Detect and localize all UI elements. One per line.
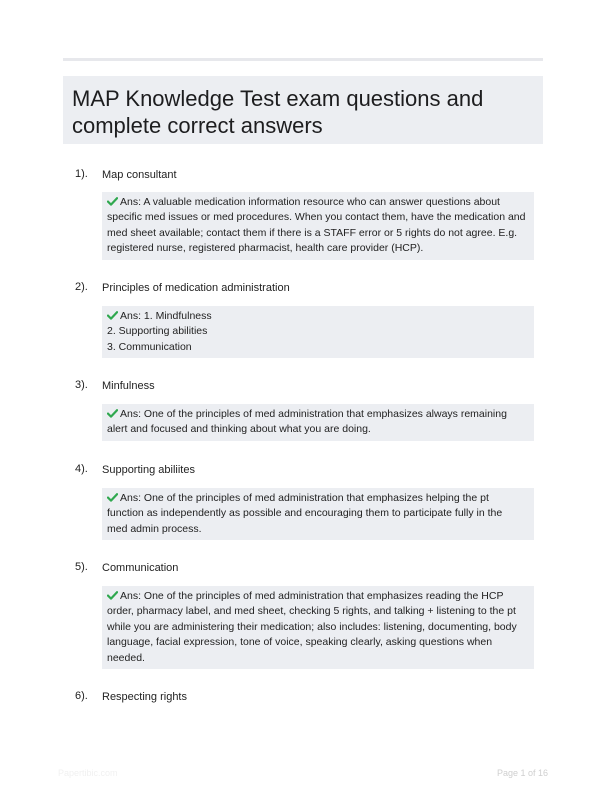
answer-line: alert and focused and thinking about what you are doing. bbox=[107, 423, 371, 436]
answer-line: 3. Communication bbox=[107, 340, 192, 353]
question-text: Minfulness bbox=[102, 380, 155, 392]
answer-box-4 bbox=[102, 488, 534, 540]
check-icon bbox=[107, 591, 118, 600]
answer-line: while you are administering their medication; also includes: listening, documenting, body bbox=[107, 620, 517, 633]
answer-box-5 bbox=[102, 586, 534, 669]
answer-line: Ans: A valuable medication information resource who can answer questions about bbox=[120, 196, 500, 208]
check-icon bbox=[107, 311, 118, 320]
question-text: Principles of medication administration bbox=[102, 282, 290, 294]
answer-line: language, facial expression, tone of voice, speaking clearly, asking questions when bbox=[107, 636, 493, 649]
answer-line: function as independently as possible and encouraging them to participate fully in the bbox=[107, 507, 503, 520]
answer-line: registered nurse, registered pharmacist, health care provider (HCP). bbox=[107, 242, 424, 255]
question-number: 3). bbox=[75, 379, 88, 391]
check-icon bbox=[107, 197, 118, 206]
question-number: 5). bbox=[75, 561, 88, 573]
question-number: 4). bbox=[75, 463, 88, 475]
check-icon bbox=[107, 493, 118, 502]
question-number: 6). bbox=[75, 690, 88, 702]
answer-box-3 bbox=[102, 404, 534, 441]
answer-box-2 bbox=[102, 306, 534, 358]
answer-line: Ans: One of the principles of med administration that emphasizes reading the HCP bbox=[120, 590, 504, 602]
question-text: Respecting rights bbox=[102, 691, 187, 703]
answer-line: med sheet available; contact them if there is a STAFF error or 5 rights do not agree. E.g. bbox=[107, 226, 518, 239]
check-icon bbox=[107, 409, 118, 418]
document-title bbox=[72, 85, 534, 139]
question-text: Map consultant bbox=[102, 169, 177, 181]
answer-line: med admin process. bbox=[107, 522, 202, 535]
title-banner bbox=[63, 76, 543, 144]
answer-box-1 bbox=[102, 192, 534, 260]
question-number: 2). bbox=[75, 281, 88, 293]
answer-line: specific med issues or med procedures. When you contact them, have the medication and bbox=[107, 211, 526, 224]
footer-watermark: Papertibic.com bbox=[58, 768, 118, 778]
answer-line: 2. Supporting abilities bbox=[107, 325, 208, 338]
page-number: Page 1 of 16 bbox=[496, 768, 548, 778]
question-text: Communication bbox=[102, 562, 179, 574]
question-text: Supporting abiliites bbox=[102, 464, 195, 476]
answer-line: Ans: 1. Mindfulness bbox=[120, 310, 212, 322]
top-divider bbox=[63, 58, 543, 61]
title-line-1: MAP Knowledge Test exam questions and bbox=[72, 86, 484, 111]
question-number: 1). bbox=[75, 168, 88, 180]
answer-line: needed. bbox=[107, 651, 145, 664]
answer-line: Ans: One of the principles of med administration that emphasizes helping the pt bbox=[120, 492, 489, 504]
title-line-2: complete correct answers bbox=[72, 113, 323, 138]
answer-line: order, pharmacy label, and med sheet, checking 5 rights, and talking + listening to the pt bbox=[107, 605, 516, 618]
answer-line: Ans: One of the principles of med administration that emphasizes always remaining bbox=[120, 408, 507, 420]
